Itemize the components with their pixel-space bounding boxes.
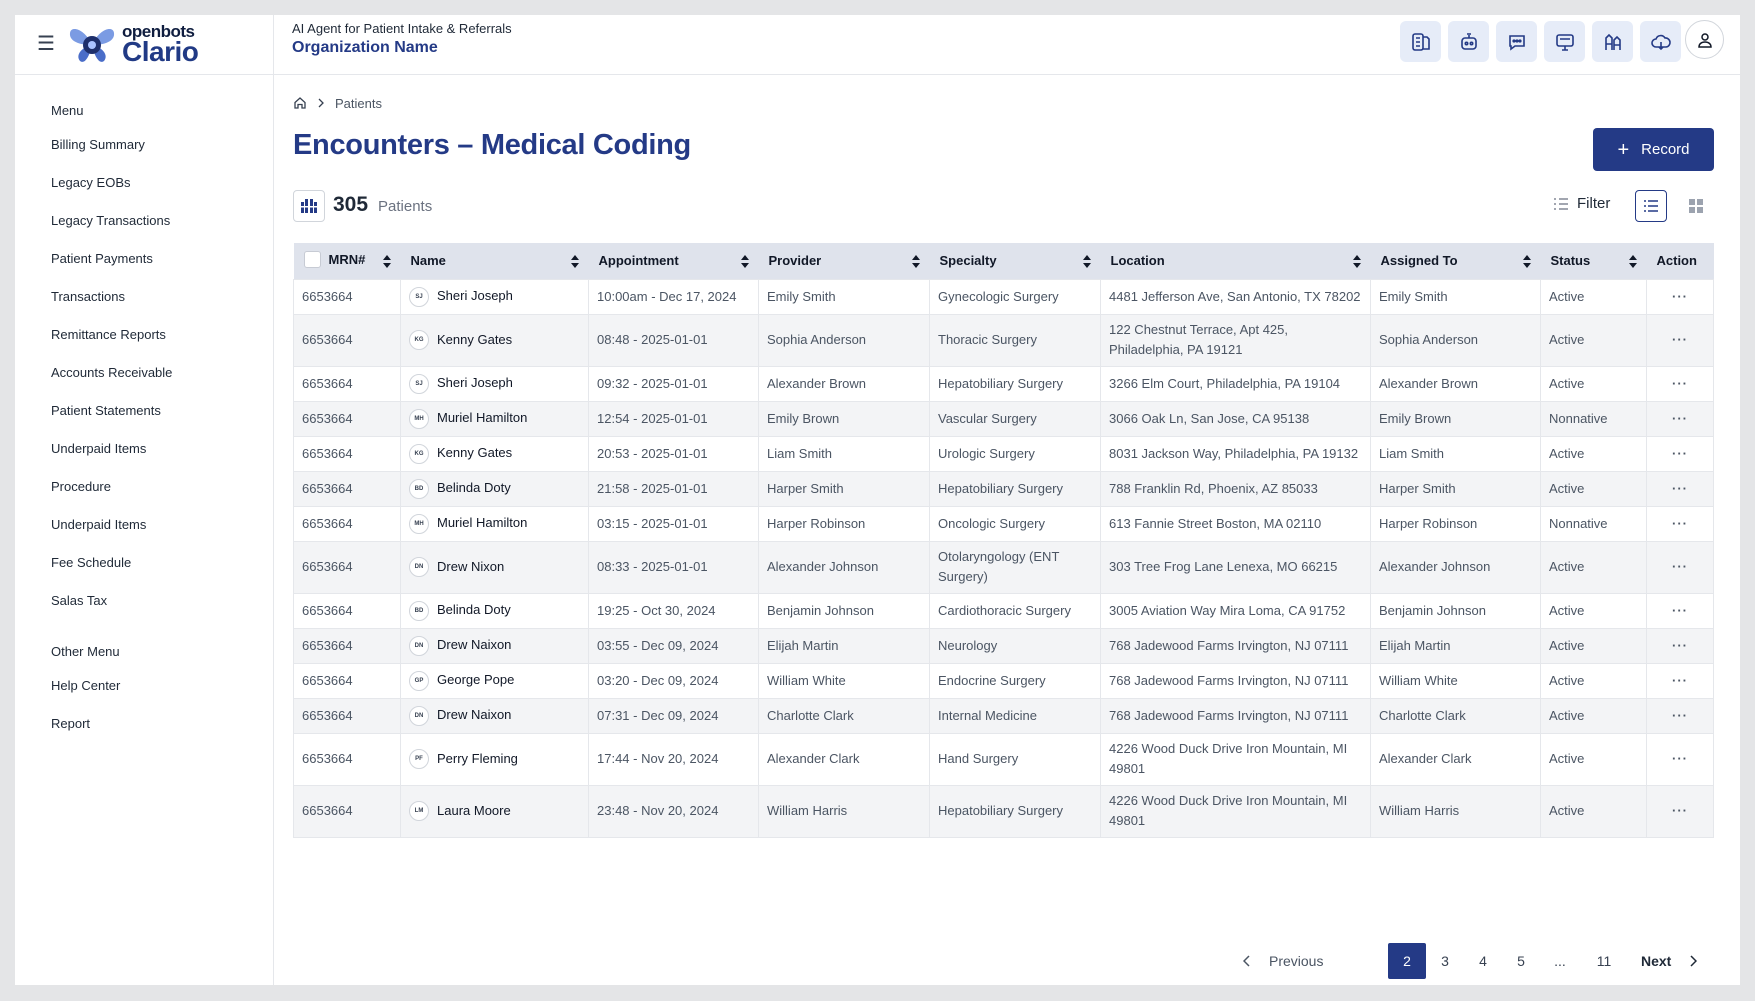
cell-specialty: Vascular Surgery xyxy=(930,401,1101,436)
avatar: BD xyxy=(409,601,429,621)
sidebar-item-transactions[interactable]: Transactions xyxy=(51,289,125,304)
row-actions-more-icon[interactable]: ··· xyxy=(1647,471,1714,506)
sidebar-item-legacy-eobs[interactable]: Legacy EOBs xyxy=(51,175,131,190)
list-view-icon[interactable] xyxy=(1635,190,1667,222)
table-row[interactable] xyxy=(294,506,1714,541)
bot-icon[interactable] xyxy=(1448,21,1489,62)
column-label: Name xyxy=(410,253,446,269)
patient-name[interactable]: George Pope xyxy=(437,672,515,688)
cell-mrn: 6653664 xyxy=(294,628,401,663)
table-row[interactable] xyxy=(294,436,1714,471)
row-actions-more-icon[interactable]: ··· xyxy=(1647,785,1714,837)
cell-specialty: Hepatobiliary Surgery xyxy=(930,366,1101,401)
organization-name: Organization Name xyxy=(292,39,438,56)
column-header-assigned-to[interactable] xyxy=(1371,243,1541,279)
record-button-label: Record xyxy=(1641,141,1690,158)
cell-appointment: 10:00am - Dec 17, 2024 xyxy=(589,279,759,314)
table-header-row xyxy=(294,243,1714,279)
sidebar-item-patient-payments[interactable]: Patient Payments xyxy=(51,251,153,266)
sidebar-item-report[interactable]: Report xyxy=(51,716,91,731)
sidebar-item-sales-tax[interactable]: Salas Tax xyxy=(51,593,108,608)
grid-view-icon[interactable] xyxy=(1680,190,1712,222)
cell-specialty: Endocrine Surgery xyxy=(930,663,1101,698)
row-actions-more-icon[interactable]: ··· xyxy=(1647,733,1714,785)
avatar: DN xyxy=(409,557,429,577)
table-row[interactable] xyxy=(294,401,1714,436)
column-header-status[interactable] xyxy=(1541,243,1647,279)
cell-provider: Emily Smith xyxy=(759,279,930,314)
table-row[interactable] xyxy=(294,785,1714,837)
cell-name xyxy=(401,279,589,314)
column-label: MRN# xyxy=(328,252,366,268)
column-header-provider[interactable] xyxy=(759,243,930,279)
cell-appointment: 03:15 - 2025-01-01 xyxy=(589,506,759,541)
avatar: GP xyxy=(409,671,429,691)
cell-status: Active xyxy=(1541,733,1647,785)
logo-wordmark: Clario xyxy=(122,36,199,67)
cell-assigned-to: Benjamin Johnson xyxy=(1371,593,1541,628)
sort-icon[interactable] xyxy=(383,255,391,268)
column-label: Status xyxy=(1550,253,1591,269)
cell-specialty: Otolaryngology (ENT Surgery) xyxy=(930,541,1101,593)
cell-assigned-to: Elijah Martin xyxy=(1371,628,1541,663)
cell-specialty: Oncologic Surgery xyxy=(930,506,1101,541)
cell-appointment: 08:33 - 2025-01-01 xyxy=(589,541,759,593)
cell-specialty: Hepatobiliary Surgery xyxy=(930,471,1101,506)
column-label: Location xyxy=(1110,253,1165,269)
cell-appointment: 08:48 - 2025-01-01 xyxy=(589,314,759,366)
cell-assigned-to: Alexander Clark xyxy=(1371,733,1541,785)
pagination xyxy=(15,943,1740,979)
cell-mrn: 6653664 xyxy=(294,436,401,471)
next-page-button[interactable] xyxy=(1641,943,1697,979)
cell-provider: Harper Smith xyxy=(759,471,930,506)
patient-name[interactable]: Sheri Joseph xyxy=(437,288,513,304)
cell-assigned-to: Charlotte Clark xyxy=(1371,698,1541,733)
cell-mrn: 6653664 xyxy=(294,506,401,541)
cell-location: 4226 Wood Duck Drive Iron Mountain, MI 49801 xyxy=(1101,785,1371,837)
cell-provider: Emily Brown xyxy=(759,401,930,436)
cell-status: Active xyxy=(1541,663,1647,698)
avatar: MH xyxy=(409,409,429,429)
cell-name xyxy=(401,366,589,401)
cell-name xyxy=(401,698,589,733)
row-actions-more-icon[interactable]: ··· xyxy=(1647,698,1714,733)
breadcrumb-current[interactable]: Patients xyxy=(335,95,382,111)
cell-name xyxy=(401,471,589,506)
table-row[interactable] xyxy=(294,698,1714,733)
cell-provider: Alexander Johnson xyxy=(759,541,930,593)
column-header-location[interactable] xyxy=(1101,243,1371,279)
avatar: KG xyxy=(409,330,429,350)
patient-name[interactable]: Belinda Doty xyxy=(437,480,511,496)
cell-location: 8031 Jackson Way, Philadelphia, PA 19132 xyxy=(1101,436,1371,471)
other-menu-heading: Other Menu xyxy=(51,644,120,659)
sort-icon[interactable] xyxy=(571,255,579,268)
page-2-button[interactable]: 2 xyxy=(1388,943,1426,979)
logo xyxy=(67,19,237,69)
column-header-name[interactable] xyxy=(401,243,589,279)
monitor-icon[interactable] xyxy=(1544,21,1585,62)
encounters-table xyxy=(293,243,1714,838)
cell-provider: William White xyxy=(759,663,930,698)
cell-mrn: 6653664 xyxy=(294,663,401,698)
cloud-icon[interactable] xyxy=(1640,21,1681,62)
user-profile-icon[interactable] xyxy=(1685,20,1724,59)
cell-provider: William Harris xyxy=(759,785,930,837)
cell-assigned-to: Emily Smith xyxy=(1371,279,1541,314)
column-label: Specialty xyxy=(939,253,997,269)
top-header xyxy=(15,15,1740,75)
breadcrumb xyxy=(293,93,382,113)
cell-provider: Sophia Anderson xyxy=(759,314,930,366)
row-actions-more-icon[interactable]: ··· xyxy=(1647,314,1714,366)
butterfly-logo-icon xyxy=(67,23,117,67)
cell-location: 3066 Oak Ln, San Jose, CA 95138 xyxy=(1101,401,1371,436)
cell-assigned-to: Emily Brown xyxy=(1371,401,1541,436)
page-5-button[interactable]: 5 xyxy=(1517,953,1525,969)
cell-status: Active xyxy=(1541,593,1647,628)
cell-status: Active xyxy=(1541,314,1647,366)
cell-name xyxy=(401,314,589,366)
column-header-action xyxy=(1647,243,1714,279)
table-row[interactable] xyxy=(294,471,1714,506)
patient-name[interactable]: Sheri Joseph xyxy=(437,375,513,391)
plus-icon: + xyxy=(1617,138,1630,161)
cell-location: 3005 Aviation Way Mira Loma, CA 91752 xyxy=(1101,593,1371,628)
cell-mrn: 6653664 xyxy=(294,279,401,314)
table-row[interactable] xyxy=(294,314,1714,366)
cell-appointment: 17:44 - Nov 20, 2024 xyxy=(589,733,759,785)
patient-name[interactable]: Belinda Doty xyxy=(437,602,511,618)
table-row[interactable] xyxy=(294,541,1714,593)
add-record-button[interactable] xyxy=(1593,128,1714,171)
cell-appointment: 19:25 - Oct 30, 2024 xyxy=(589,593,759,628)
cell-provider: Elijah Martin xyxy=(759,628,930,663)
avatar: KG xyxy=(409,444,429,464)
cell-assigned-to: Harper Smith xyxy=(1371,471,1541,506)
sort-icon[interactable] xyxy=(912,255,920,268)
cell-specialty: Thoracic Surgery xyxy=(930,314,1101,366)
cell-name xyxy=(401,436,589,471)
cell-mrn: 6653664 xyxy=(294,314,401,366)
sidebar-item-accounts-receivable[interactable]: Accounts Receivable xyxy=(51,365,173,380)
column-label: Provider xyxy=(768,253,822,269)
cell-status: Active xyxy=(1541,279,1647,314)
cell-specialty: Internal Medicine xyxy=(930,698,1101,733)
table-row[interactable] xyxy=(294,733,1714,785)
cell-mrn: 6653664 xyxy=(294,698,401,733)
sort-icon[interactable] xyxy=(1083,255,1091,268)
cell-appointment: 09:32 - 2025-01-01 xyxy=(589,366,759,401)
row-actions-more-icon[interactable]: ··· xyxy=(1647,366,1714,401)
cell-name xyxy=(401,785,589,837)
row-actions-more-icon[interactable]: ··· xyxy=(1647,593,1714,628)
patient-name[interactable]: Muriel Hamilton xyxy=(437,410,528,426)
chevron-right-icon xyxy=(317,98,325,108)
sidebar xyxy=(15,75,274,985)
page-4-button[interactable]: 4 xyxy=(1479,953,1487,969)
avatar: BD xyxy=(409,479,429,499)
cell-provider: Liam Smith xyxy=(759,436,930,471)
header-toolbar xyxy=(1400,21,1681,61)
row-actions-more-icon[interactable]: ··· xyxy=(1647,541,1714,593)
cell-appointment: 03:20 - Dec 09, 2024 xyxy=(589,663,759,698)
avatar: SJ xyxy=(409,287,429,307)
home-icon[interactable] xyxy=(293,96,307,110)
cell-assigned-to: Harper Robinson xyxy=(1371,506,1541,541)
row-actions-more-icon[interactable]: ··· xyxy=(1647,279,1714,314)
cell-status: Active xyxy=(1541,366,1647,401)
cell-mrn: 6653664 xyxy=(294,471,401,506)
avatar: LM xyxy=(409,801,429,821)
cell-status: Active xyxy=(1541,471,1647,506)
cell-provider: Harper Robinson xyxy=(759,506,930,541)
chevron-left-icon xyxy=(1243,955,1251,967)
patient-name[interactable]: Drew Nixon xyxy=(437,558,505,574)
patient-name[interactable]: Perry Fleming xyxy=(437,750,518,766)
page-3-button[interactable]: 3 xyxy=(1441,953,1449,969)
cell-location: 3266 Elm Court, Philadelphia, PA 19104 xyxy=(1101,366,1371,401)
patients-count-icon xyxy=(293,190,325,222)
sort-icon[interactable] xyxy=(1523,255,1531,268)
table-body xyxy=(294,279,1714,837)
cell-status: Active xyxy=(1541,628,1647,663)
chevron-right-icon xyxy=(1689,955,1697,967)
column-label: Assigned To xyxy=(1380,253,1458,269)
select-all-checkbox[interactable] xyxy=(304,251,321,268)
sidebar-item-billing-summary[interactable]: Billing Summary xyxy=(51,137,145,152)
table-row[interactable] xyxy=(294,628,1714,663)
cell-location: 4481 Jefferson Ave, San Antonio, TX 78202 xyxy=(1101,279,1371,314)
cell-mrn: 6653664 xyxy=(294,366,401,401)
cell-provider: Alexander Brown xyxy=(759,366,930,401)
table-row[interactable] xyxy=(294,279,1714,314)
cell-appointment: 07:31 - Dec 09, 2024 xyxy=(589,698,759,733)
patient-name[interactable]: Drew Naixon xyxy=(437,707,512,723)
column-label: Action xyxy=(1656,253,1697,269)
cell-specialty: Hepatobiliary Surgery xyxy=(930,785,1101,837)
cell-name xyxy=(401,506,589,541)
cell-name xyxy=(401,733,589,785)
cell-appointment: 03:55 - Dec 09, 2024 xyxy=(589,628,759,663)
cell-specialty: Urologic Surgery xyxy=(930,436,1101,471)
cell-location: 768 Jadewood Farms Irvington, NJ 07111 xyxy=(1101,663,1371,698)
cell-name xyxy=(401,628,589,663)
cell-name xyxy=(401,541,589,593)
cell-mrn: 6653664 xyxy=(294,785,401,837)
filter-button[interactable] xyxy=(1553,195,1610,212)
cell-status: Nonnative xyxy=(1541,506,1647,541)
cell-location: 122 Chestnut Terrace, Apt 425, Philadelphia, PA 19121 xyxy=(1101,314,1371,366)
avatar: PF xyxy=(409,749,429,769)
next-label: Next xyxy=(1641,953,1672,969)
cell-name xyxy=(401,663,589,698)
sort-icon[interactable] xyxy=(1353,255,1361,268)
cell-specialty: Hand Surgery xyxy=(930,733,1101,785)
row-actions-more-icon[interactable]: ··· xyxy=(1647,628,1714,663)
patient-name[interactable]: Kenny Gates xyxy=(437,331,513,347)
patient-name[interactable]: Kenny Gates xyxy=(437,445,513,461)
chat-icon[interactable] xyxy=(1496,21,1537,62)
patients-count-label: Patients xyxy=(378,198,433,215)
sidebar-item-underpaid-items-2[interactable]: Underpaid Items xyxy=(51,517,147,532)
cell-specialty: Cardiothoracic Surgery xyxy=(930,593,1101,628)
row-actions-more-icon[interactable]: ··· xyxy=(1647,436,1714,471)
cell-provider: Benjamin Johnson xyxy=(759,593,930,628)
cell-assigned-to: Sophia Anderson xyxy=(1371,314,1541,366)
menu-heading: Menu xyxy=(51,103,84,118)
cell-mrn: 6653664 xyxy=(294,541,401,593)
app-subtitle: AI Agent for Patient Intake & Referrals xyxy=(292,21,512,36)
cell-assigned-to: Alexander Brown xyxy=(1371,366,1541,401)
column-header-mrn[interactable] xyxy=(294,243,401,279)
analytics-icon[interactable] xyxy=(1592,21,1633,62)
column-header-specialty[interactable] xyxy=(930,243,1101,279)
sidebar-item-legacy-transactions[interactable]: Legacy Transactions xyxy=(51,213,171,228)
cell-appointment: 23:48 - Nov 20, 2024 xyxy=(589,785,759,837)
cell-assigned-to: Alexander Johnson xyxy=(1371,541,1541,593)
cell-provider: Alexander Clark xyxy=(759,733,930,785)
previous-label: Previous xyxy=(1269,953,1324,969)
column-label: Appointment xyxy=(598,253,679,269)
cell-status: Active xyxy=(1541,436,1647,471)
cell-appointment: 20:53 - 2025-01-01 xyxy=(589,436,759,471)
cell-assigned-to: Liam Smith xyxy=(1371,436,1541,471)
cell-mrn: 6653664 xyxy=(294,733,401,785)
column-header-appointment[interactable] xyxy=(589,243,759,279)
cell-appointment: 12:54 - 2025-01-01 xyxy=(589,401,759,436)
logo-wordmark-small: openbots xyxy=(122,22,195,41)
table-row[interactable] xyxy=(294,593,1714,628)
sidebar-item-help-center[interactable]: Help Center xyxy=(51,678,121,693)
page-ellipsis: ... xyxy=(1554,953,1566,969)
row-actions-more-icon[interactable]: ··· xyxy=(1647,663,1714,698)
avatar: DN xyxy=(409,636,429,656)
cell-status: Active xyxy=(1541,541,1647,593)
cell-location: 768 Jadewood Farms Irvington, NJ 07111 xyxy=(1101,628,1371,663)
cell-mrn: 6653664 xyxy=(294,593,401,628)
avatar: DN xyxy=(409,706,429,726)
sidebar-item-patient-statements[interactable]: Patient Statements xyxy=(51,403,161,418)
cell-status: Nonnative xyxy=(1541,401,1647,436)
filter-label: Filter xyxy=(1577,195,1611,212)
sort-icon[interactable] xyxy=(1629,255,1637,268)
sidebar-item-procedure[interactable]: Procedure xyxy=(51,479,111,494)
cell-name xyxy=(401,401,589,436)
cell-location: 788 Franklin Rd, Phoenix, AZ 85033 xyxy=(1101,471,1371,506)
sidebar-item-underpaid-items[interactable]: Underpaid Items xyxy=(51,441,147,456)
cell-location: 613 Fannie Street Boston, MA 02110 xyxy=(1101,506,1371,541)
patient-name[interactable]: Laura Moore xyxy=(437,802,511,818)
hamburger-menu-icon[interactable]: ☰ xyxy=(37,33,55,55)
cell-specialty: Neurology xyxy=(930,628,1101,663)
row-actions-more-icon[interactable]: ··· xyxy=(1647,506,1714,541)
cell-status: Active xyxy=(1541,785,1647,837)
cell-location: 303 Tree Frog Lane Lenexa, MO 66215 xyxy=(1101,541,1371,593)
previous-page-button[interactable] xyxy=(1243,943,1323,979)
page-11-button[interactable]: 11 xyxy=(1596,953,1612,969)
sidebar-item-fee-schedule[interactable]: Fee Schedule xyxy=(51,555,132,570)
cell-assigned-to: William White xyxy=(1371,663,1541,698)
avatar: MH xyxy=(409,514,429,534)
sort-icon[interactable] xyxy=(741,255,749,268)
cell-specialty: Gynecologic Surgery xyxy=(930,279,1101,314)
cell-assigned-to: William Harris xyxy=(1371,785,1541,837)
cell-provider: Charlotte Clark xyxy=(759,698,930,733)
cell-location: 768 Jadewood Farms Irvington, NJ 07111 xyxy=(1101,698,1371,733)
patient-name[interactable]: Drew Naixon xyxy=(437,637,512,653)
avatar: SJ xyxy=(409,374,429,394)
cell-status: Active xyxy=(1541,698,1647,733)
app-window xyxy=(15,15,1740,985)
cell-name xyxy=(401,593,589,628)
patients-count: 305 xyxy=(333,193,369,216)
sidebar-item-remittance-reports[interactable]: Remittance Reports xyxy=(51,327,166,342)
header-divider xyxy=(273,15,274,75)
row-actions-more-icon[interactable]: ··· xyxy=(1647,401,1714,436)
cell-mrn: 6653664 xyxy=(294,401,401,436)
cell-location: 4226 Wood Duck Drive Iron Mountain, MI 49801 xyxy=(1101,733,1371,785)
page-title: Encounters – Medical Coding xyxy=(293,129,691,161)
workflow-icon[interactable] xyxy=(1400,21,1441,62)
table-row[interactable] xyxy=(294,366,1714,401)
patient-name[interactable]: Muriel Hamilton xyxy=(437,515,528,531)
filter-list-icon xyxy=(1553,197,1569,211)
table-row[interactable] xyxy=(294,663,1714,698)
cell-appointment: 21:58 - 2025-01-01 xyxy=(589,471,759,506)
